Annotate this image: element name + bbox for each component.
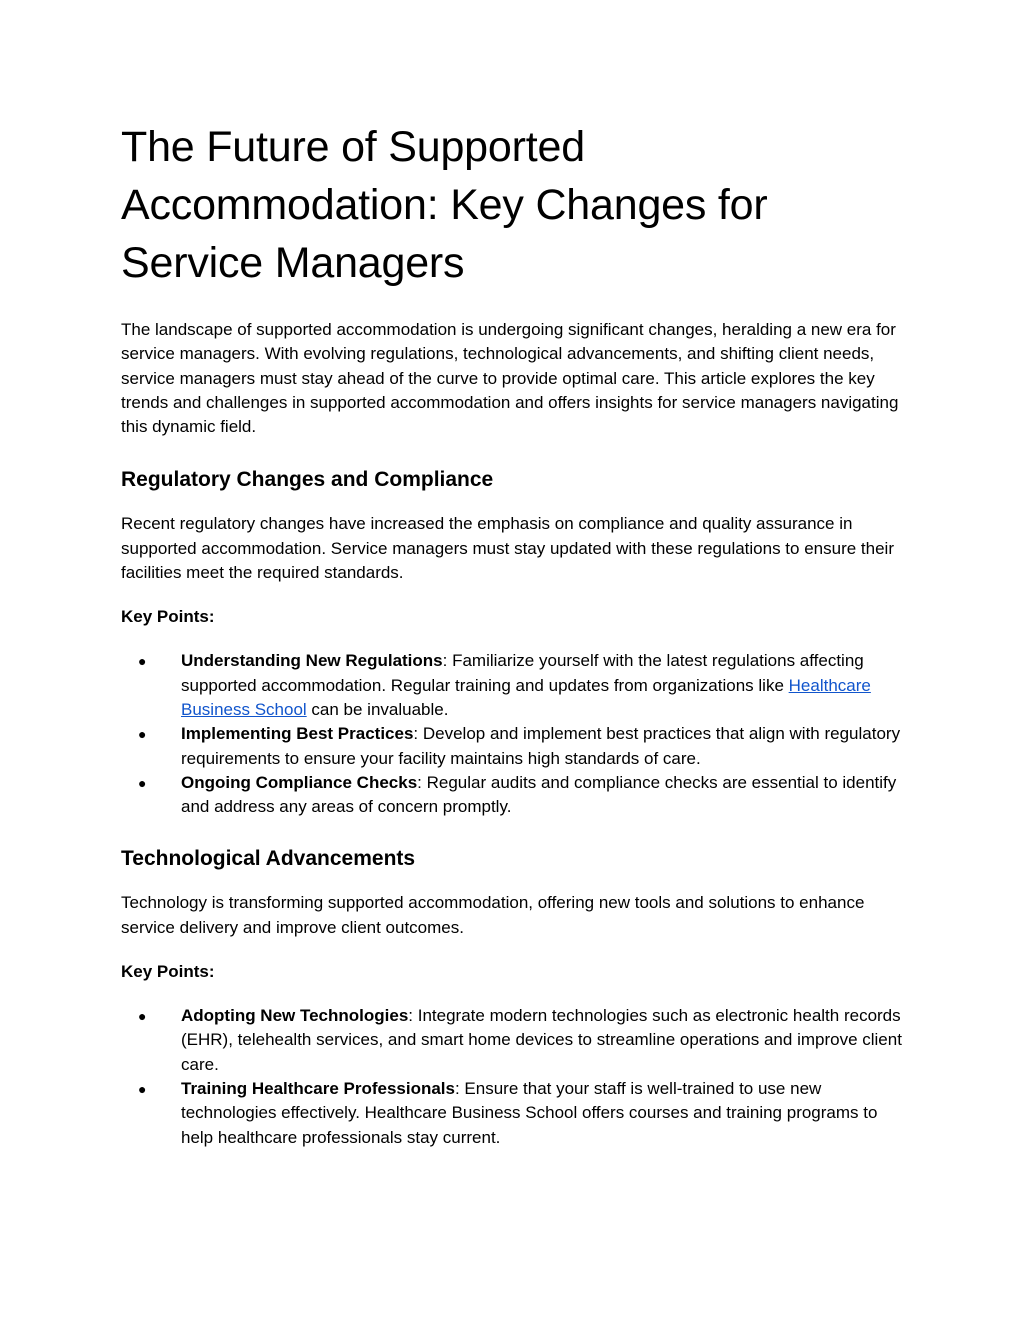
list-item-text: : Develop and implement best practices that align with regulatory requirements to ensure your facility maintains high standards of care. [181,724,901,768]
list-item-text: : Integrate modern technologies such as electronic health records (EHR), telehealth services, and smart home devices to streamline operations and improve client care. [181,1006,902,1074]
section-text-regulatory: Recent regulatory changes have increased the emphasis on compliance and quality assurance in supported accommodation. Service managers must stay updated with these regulations to ensure their facilities meet the required standards. [121,514,894,583]
list-item-text: : Ensure that your staff is well-trained to use new technologies effectively. Healthcare Business School offers courses and training programs to help healthcare professionals stay current. [181,1078,878,1147]
list-item-term: Adopting New Technologies [181,1006,409,1026]
bullet-list-technological [121,1004,911,1150]
bullet-icon: ● [138,653,147,670]
bullet-list-regulatory [121,649,911,819]
list-item-text-after: can be invaluable. [306,699,449,719]
key-points-label: Key Points: [121,962,215,982]
bullet-icon: ● [138,726,147,743]
list-item [121,1077,911,1150]
list-item [121,1004,911,1077]
list-item-text: : Familiarize yourself with the latest regulations affecting supported accommodation. Regular training and updates from organizations like [181,651,864,695]
healthcare-business-school-link[interactable]: Healthcare Business School [181,675,871,719]
key-points-label: Key Points: [121,607,215,627]
list-item [121,771,911,820]
bullet-icon: ● [138,1080,147,1097]
list-item [121,649,911,722]
list-item [121,722,911,771]
document-page [121,118,911,1150]
bullet-icon: ● [138,1008,147,1025]
list-item-term: Training Healthcare Professionals [181,1078,455,1098]
section-heading-regulatory: Regulatory Changes and Compliance [121,468,494,492]
section-heading-technological: Technological Advancements [121,847,416,871]
section-text-technological: Technology is transforming supported accommodation, offering new tools and solutions to enhance service delivery and improve client outcomes. [121,893,865,937]
list-item-term: Understanding New Regulations [181,651,443,671]
list-item-text: : Regular audits and compliance checks are essential to identify and address any areas of concern promptly. [181,772,897,817]
list-item-term: Ongoing Compliance Checks [181,772,418,792]
bullet-icon: ● [138,774,147,791]
list-item-term: Implementing Best Practices [181,724,414,744]
intro-paragraph: The landscape of supported accommodation is undergoing significant changes, heralding a new era for service managers. With evolving regulations, technological advancements, and shifting client needs, service managers must stay ahead of the curve to provide optimal care. This article explores the key trends and challenges in supported accommodation and offers insights for service managers navigating this dynamic field. [121,320,899,437]
document-title: The Future of Supported Accommodation: Key Changes for Service Managers [121,123,768,287]
